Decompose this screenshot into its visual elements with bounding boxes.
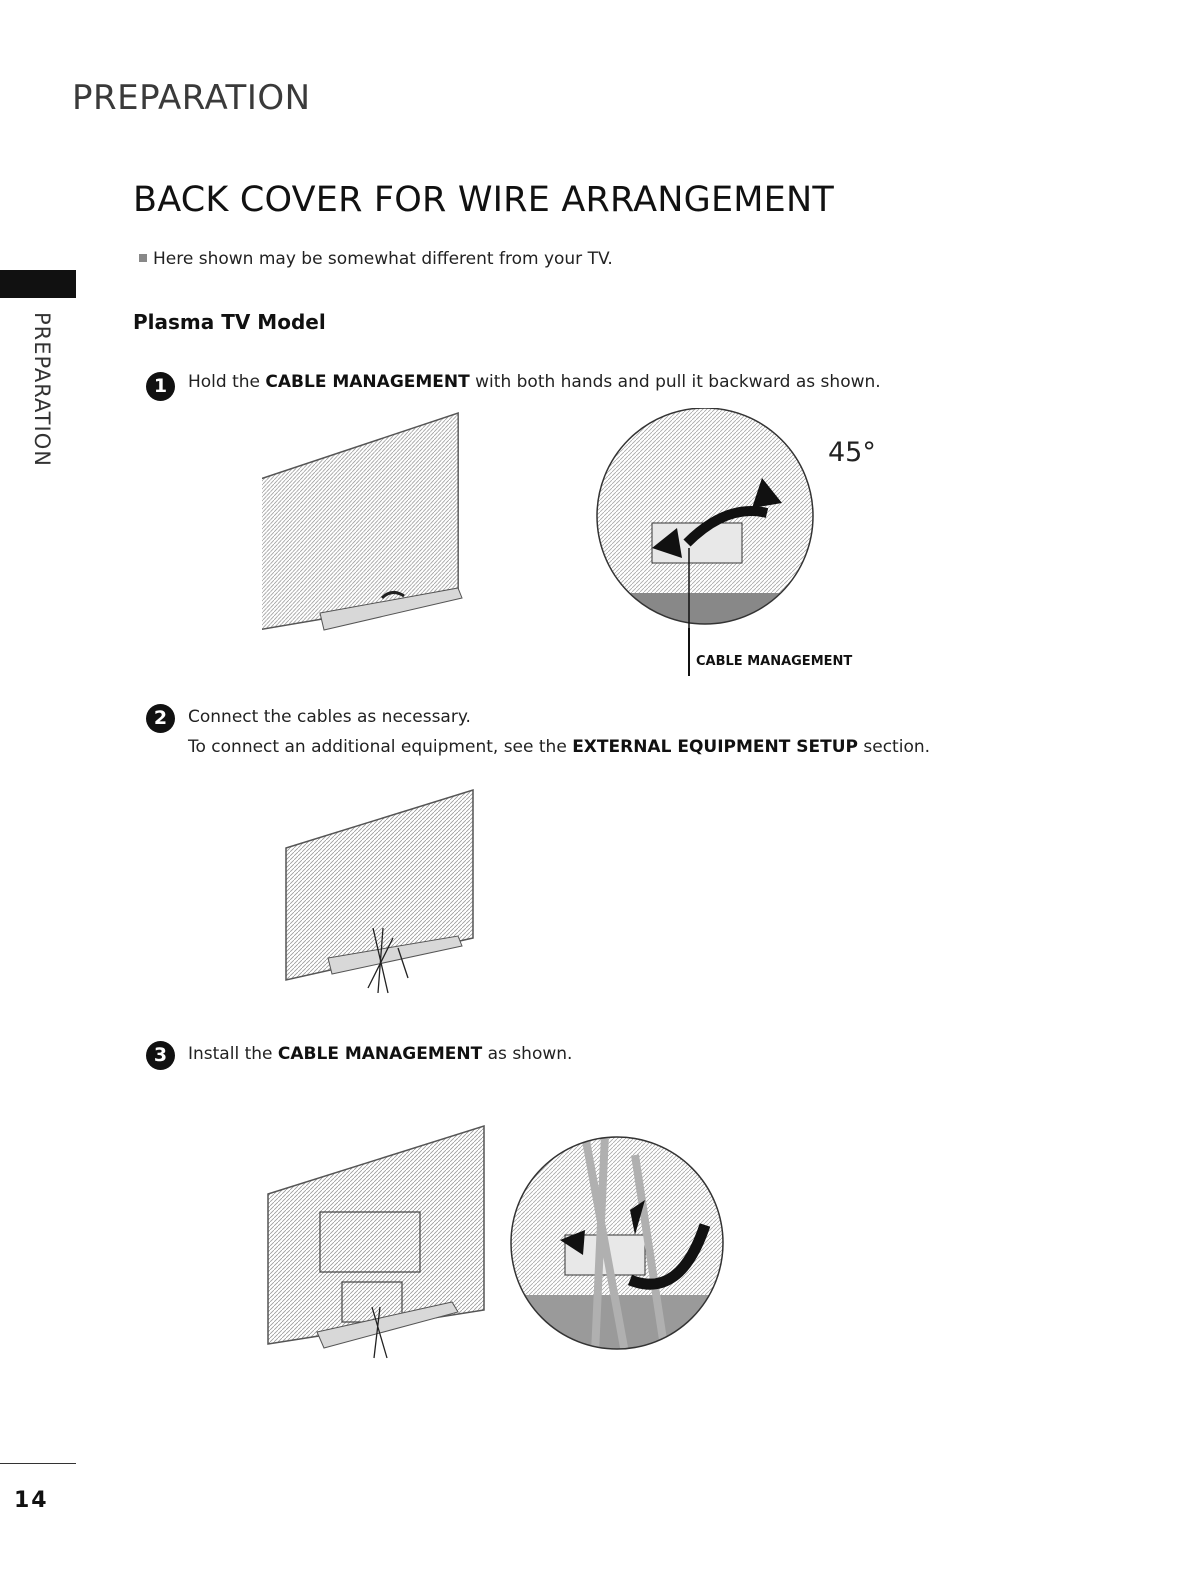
tv-rear-illustration-3 bbox=[262, 1122, 488, 1360]
side-tab-marker bbox=[0, 270, 76, 298]
step-2-post: section. bbox=[857, 737, 931, 757]
step-3-number: 3 bbox=[146, 1041, 175, 1070]
tv-rear-illustration-1 bbox=[262, 408, 472, 640]
step-3-bold: CABLE MANAGEMENT bbox=[277, 1044, 483, 1064]
cable-management-zoom-2 bbox=[505, 1135, 730, 1353]
page-title: BACK COVER FOR WIRE ARRANGEMENT bbox=[133, 180, 834, 220]
step-1-pre: Hold the bbox=[188, 372, 266, 392]
callout-label: CABLE MANAGEMENT bbox=[696, 654, 853, 669]
step-3-pre: Install the bbox=[188, 1044, 278, 1064]
section-header: PREPARATION bbox=[72, 78, 311, 118]
step-2-line2 bbox=[188, 732, 930, 762]
step-2-line1: Connect the cables as necessary. bbox=[188, 707, 471, 727]
note bbox=[139, 249, 613, 269]
step-1-number: 1 bbox=[146, 372, 175, 401]
note-text: Here shown may be somewhat different from your TV. bbox=[153, 249, 613, 269]
subheading: Plasma TV Model bbox=[133, 310, 326, 334]
step-1-text bbox=[188, 367, 881, 397]
side-tab-label: PREPARATION bbox=[30, 312, 54, 467]
tv-rear-illustration-2 bbox=[278, 788, 478, 998]
callout-leader bbox=[688, 628, 690, 676]
step-2-pre: To connect an additional equipment, see the bbox=[188, 737, 573, 757]
step-1-bold: CABLE MANAGEMENT bbox=[265, 372, 470, 392]
footer-rule bbox=[0, 1463, 76, 1464]
step-2-number: 2 bbox=[146, 704, 175, 733]
step-3-post: as shown. bbox=[482, 1044, 573, 1064]
step-2-bold: EXTERNAL EQUIPMENT SETUP bbox=[572, 737, 858, 757]
step-3-text bbox=[188, 1039, 572, 1069]
step-1-post: with both hands and pull it backward as shown. bbox=[469, 372, 881, 392]
angle-label: 45° bbox=[828, 437, 876, 468]
bullet-icon bbox=[139, 254, 147, 262]
cable-management-zoom-1 bbox=[592, 408, 822, 628]
page-number: 14 bbox=[14, 1488, 49, 1513]
step-2-text bbox=[188, 702, 930, 762]
